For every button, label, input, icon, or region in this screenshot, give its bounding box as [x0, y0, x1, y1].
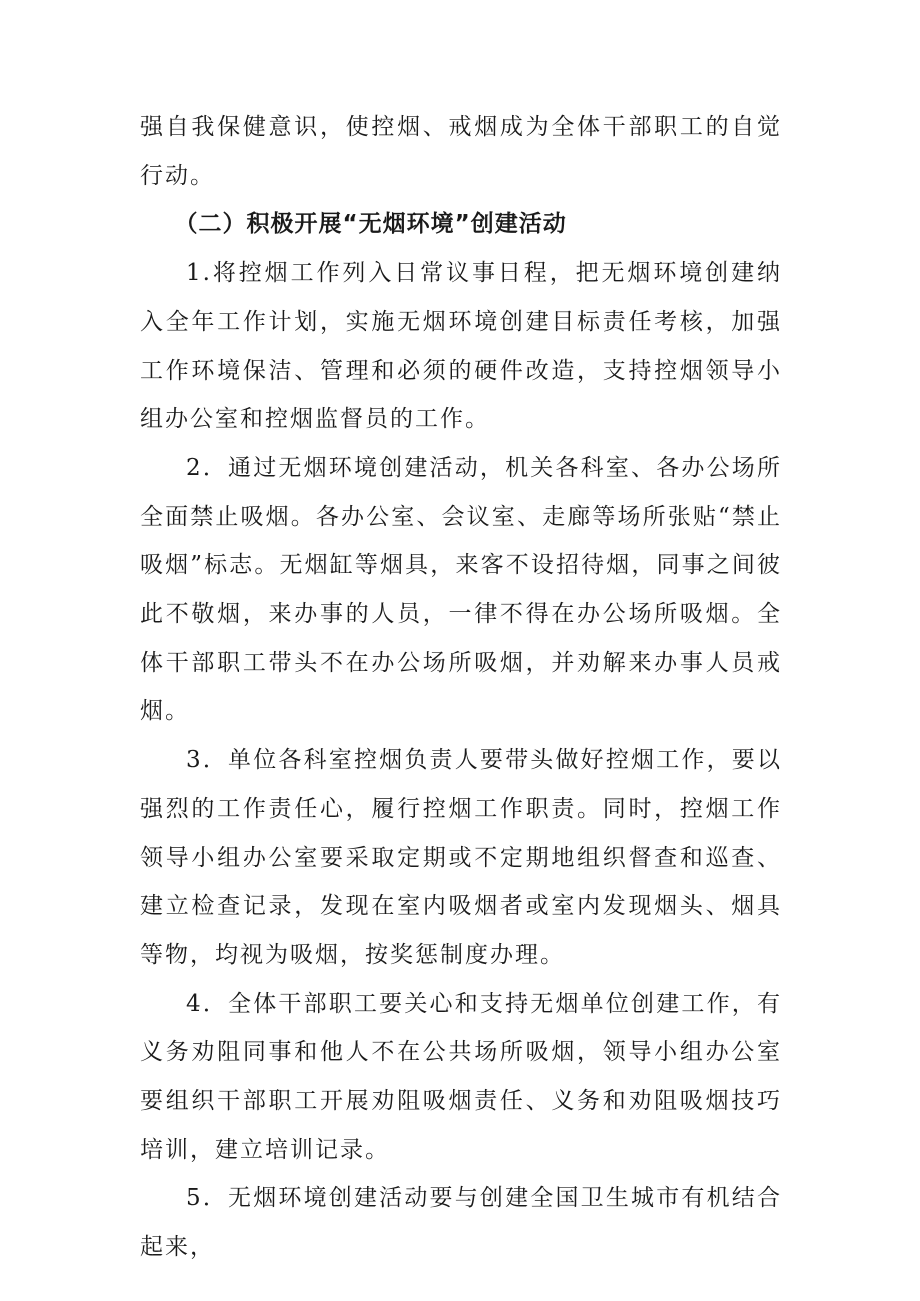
document-body [140, 103, 782, 1272]
list-item-2: 2．通过无烟环境创建活动，机关各科室、各办公场所全面禁止吸烟。各办公室、会议室、走廊等场所张贴“禁止吸烟”标志。无烟缸等烟具，来客不设招待烟，同事之间彼此不敬烟，来办事的人员，一律不得在办公场所吸烟。全体干部职工带头不在办公场所吸烟，并劝解来办事人员戒烟。 [140, 454, 782, 725]
list-item-3: 3．单位各科室控烟负责人要带头做好控烟工作，要以强烈的工作责任心，履行控烟工作职责。同时，控烟工作领导小组办公室要采取定期或不定期地组织督查和巡查、建立检查记录，发现在室内吸烟者或室内发现烟头、烟具等物，均视为吸烟，按奖惩制度办理。 [140, 747, 782, 968]
list-item-1: 1.将控烟工作列入日常议事日程，把无烟环境创建纳入全年工作计划，实施无烟环境创建目标责任考核，加强工作环境保洁、管理和必须的硬件改造，支持控烟领导小组办公室和控烟监督员的工作。 [140, 260, 782, 433]
section-heading: （二）积极开展“无烟环境”创建活动 [174, 211, 567, 238]
list-item-5: 5．无烟环境创建活动要与创建全国卫生城市有机结合起来， [140, 1185, 782, 1261]
continuation-paragraph: 强自我保健意识，使控烟、戒烟成为全体干部职工的自觉行动。 [140, 114, 782, 189]
list-item-4: 4．全体干部职工要关心和支持无烟单位创建工作，有义务劝阻同事和他人不在公共场所吸烟，领导小组办公室要组织干部职工开展劝阻吸烟责任、义务和劝阻吸烟技巧培训，建立培训记录。 [140, 990, 782, 1163]
